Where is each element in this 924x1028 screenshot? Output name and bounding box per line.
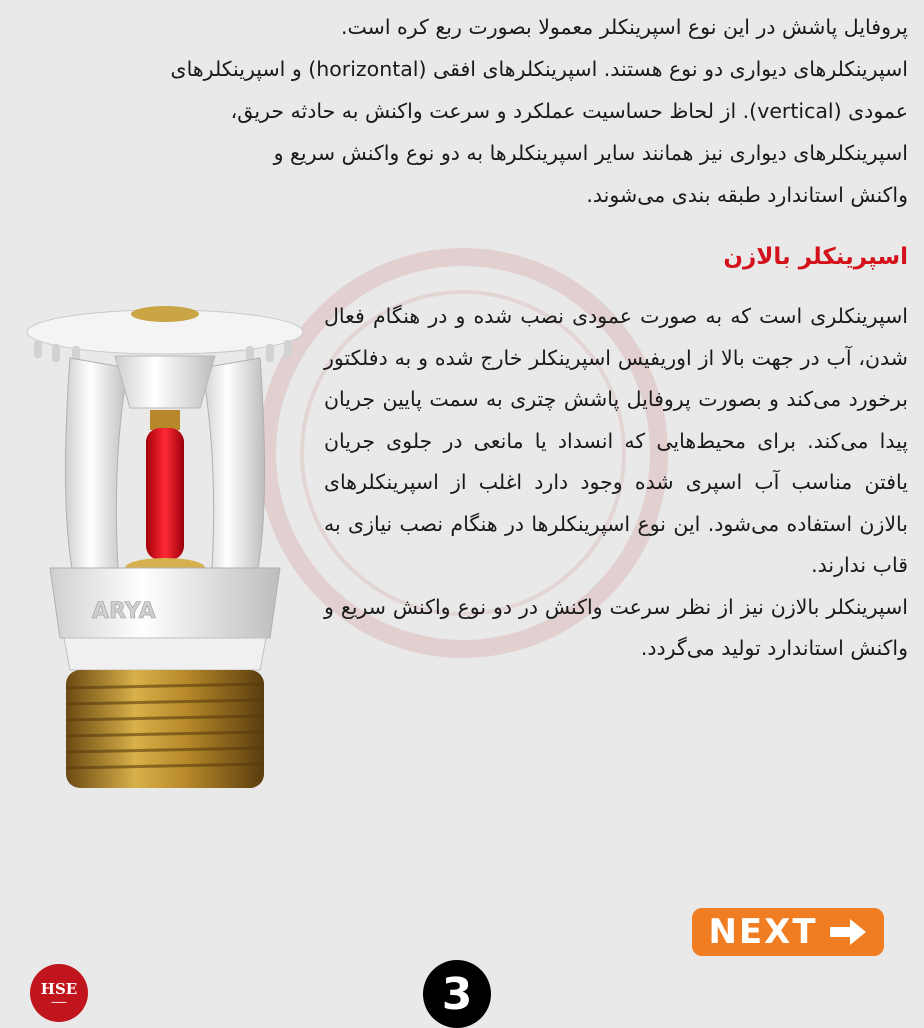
body-paragraph-1: اسپرینکلری است که به صورت عمودی نصب شده و در هنگام فعال شدن، آب در جهت بالا از اوریفیس اسپرینکلر خارج شده و به دفلکتور برخورد می‌کند و بصورت پروفایل پاشش چتری به سمت پایین جریان پیدا می‌کند. برای محیط‌هایی که انسداد یا مانعی در جلوی جریان یافتن مناسب آب اسپری شده وجود دارد اغلب از اسپرینکلرهای بالازن استفاده می‌شود. این نوع اسپرینکلرها در هنگام نصب نیازی به قاب ندارند. [324,304,908,577]
intro-line: واکنش استاندارد طبقه بندی می‌شوند. [586,183,908,207]
page-number-badge: 3 [423,960,491,1028]
intro-line: اسپرینکلرهای دیواری نیز همانند سایر اسپرینکلرها به دو نوع واکنش سریع و [273,141,908,165]
intro-line: اسپرینکلرهای دیواری دو نوع هستند. اسپرینکلرهای افقی (horizontal) و اسپرینکلرهای [170,57,908,81]
section-title: اسپرینکلر بالازن [723,244,908,270]
hse-logo-tagline: ━━━━━ [51,1000,67,1006]
next-label: NEXT [708,912,818,952]
upright-sprinkler-image [20,298,310,798]
section-body [324,296,908,670]
hse-logo [30,964,88,1022]
intro-line: عمودی (vertical). از لحاظ حساسیت عملکرد و سرعت واکنش به حادثه حریق، [230,99,908,123]
next-button[interactable] [692,908,884,956]
arya-brand-text: ARYA [92,599,156,624]
intro-paragraph [14,6,908,216]
hse-logo-text: HSE [40,980,78,998]
body-paragraph-2: اسپرینکلر بالازن نیز از نظر سرعت واکنش در دو نوع واکنش سریع و واکنش استاندارد تولید می‌گردد. [324,594,908,660]
intro-line: پروفایل پاشش در این نوع اسپرینکلر معمولا بصورت ربع کره است. [341,15,908,39]
arrow-right-icon [828,917,868,947]
